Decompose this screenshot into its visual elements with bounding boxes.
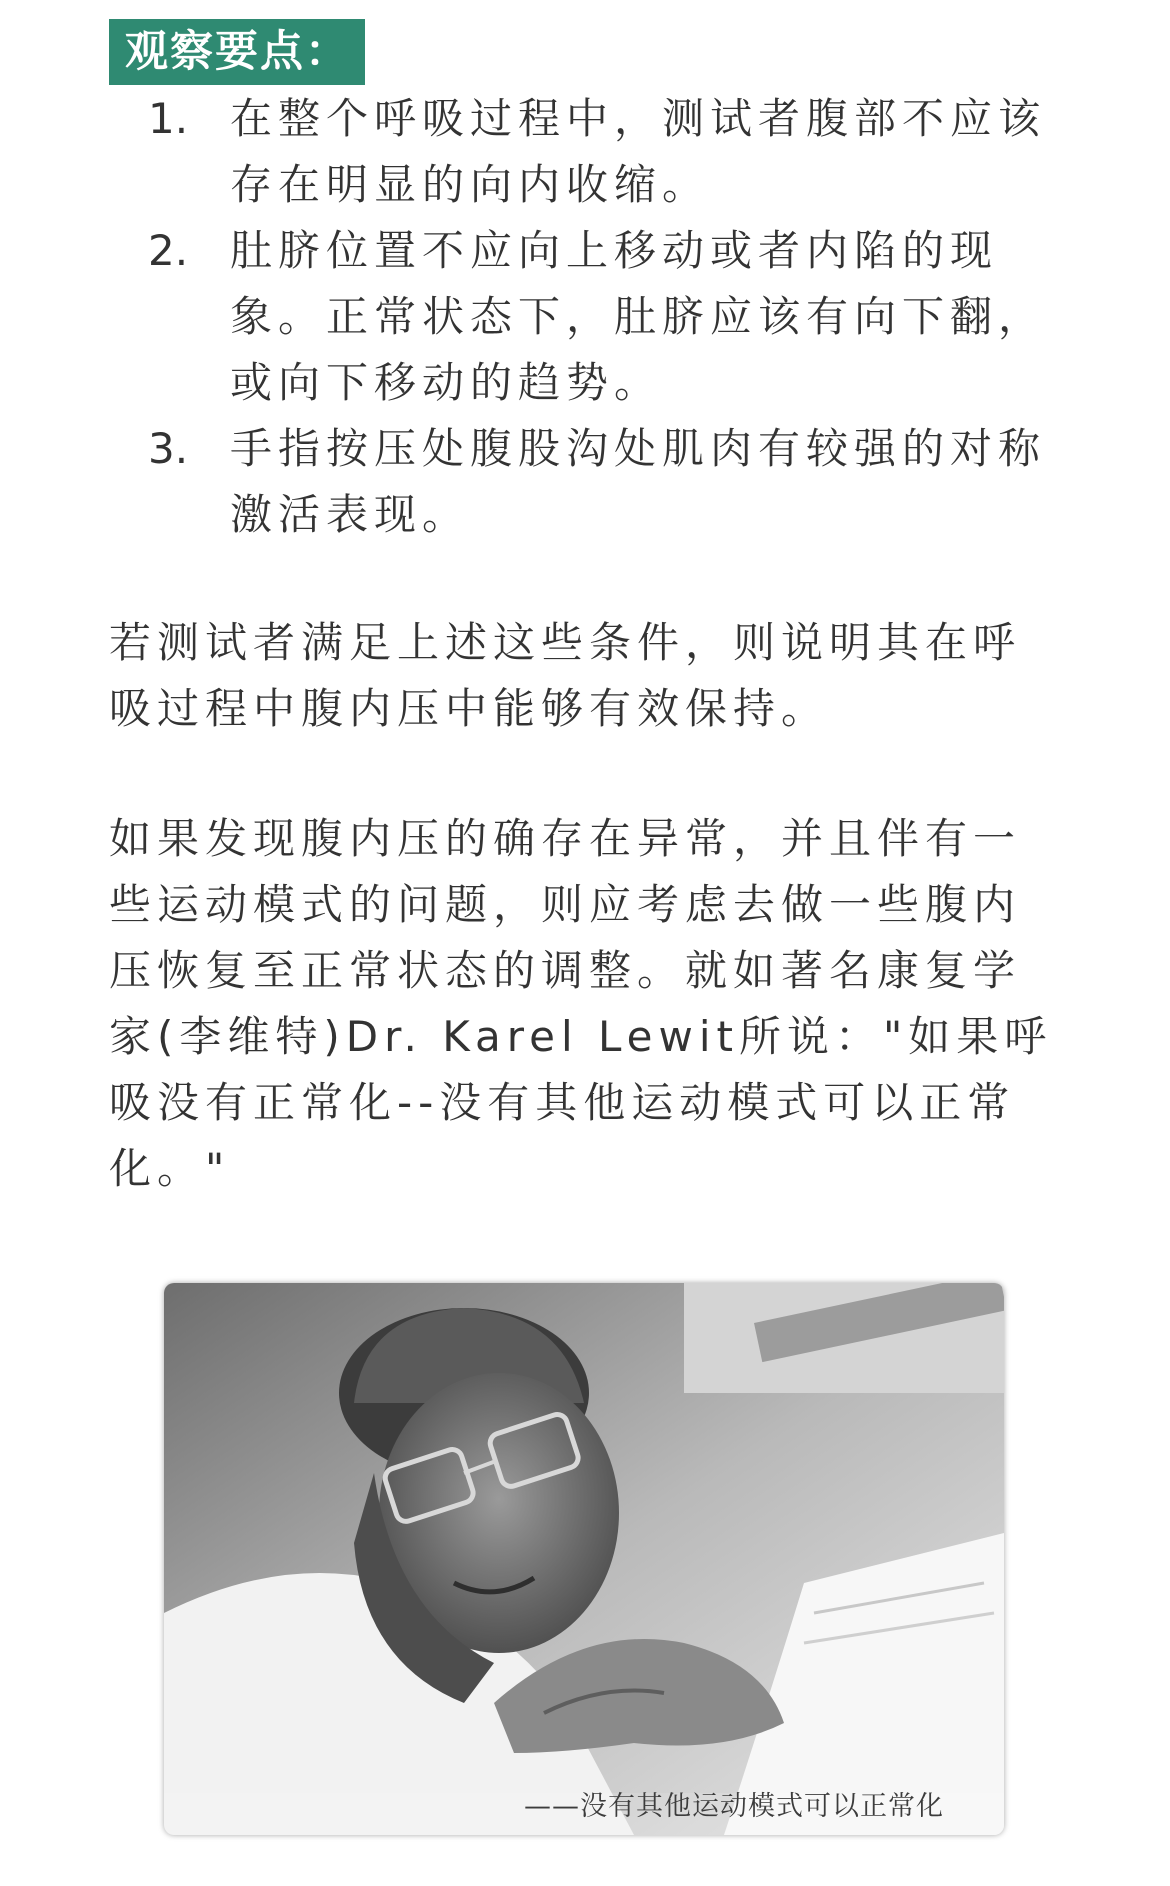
section-heading: 观察要点： (109, 19, 365, 85)
list-text: 手指按压处腹股沟处肌肉有较强的对称激活表现。 (230, 424, 1047, 539)
portrait-illustration (164, 1283, 1004, 1835)
list-item (148, 416, 1068, 548)
list-text: 在整个呼吸过程中，测试者腹部不应该存在明显的向内收缩。 (230, 94, 1047, 209)
list-number: 2. (148, 226, 189, 275)
list-item (148, 86, 1068, 218)
list-item (148, 218, 1068, 416)
quote-paragraph: 如果发现腹内压的确存在异常，并且伴有一些运动模式的问题，则应考虑去做一些腹内压恢复至正常状态的调整。就如著名康复学家(李维特)Dr. Karel Lewit所说："如果呼吸没有正常化--没有其他运动模式可以正常化。" (109, 814, 1053, 1193)
list-number: 1. (148, 94, 189, 143)
list-text: 肚脐位置不应向上移动或者内陷的现象。正常状态下，肚脐应该有向下翻，或向下移动的趋势。 (230, 226, 1047, 407)
observation-list (148, 86, 1068, 548)
portrait-photo (164, 1283, 1004, 1835)
photo-caption: ——没有其他运动模式可以正常化 (524, 1791, 944, 1822)
conclusion-paragraph: 若测试者满足上述这些条件，则说明其在呼吸过程中腹内压中能够有效保持。 (109, 618, 1022, 733)
list-number: 3. (148, 424, 189, 473)
